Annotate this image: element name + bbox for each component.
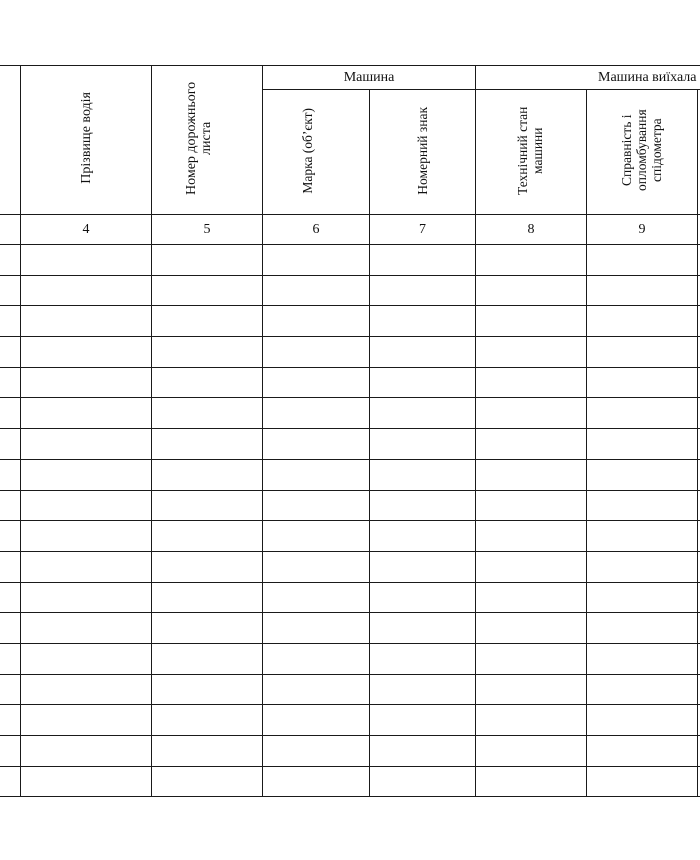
table-cell[interactable] — [370, 521, 476, 552]
table-cell[interactable] — [152, 306, 263, 337]
table-row — [0, 490, 700, 521]
table-cell — [0, 275, 21, 306]
table-cell[interactable] — [263, 582, 370, 613]
table-cell — [0, 582, 21, 613]
table-cell[interactable] — [370, 705, 476, 736]
table-cell[interactable] — [21, 367, 152, 398]
table-cell[interactable] — [152, 643, 263, 674]
table-cell — [0, 521, 21, 552]
table-cell[interactable] — [152, 766, 263, 797]
table-cell[interactable] — [476, 613, 587, 644]
table-row — [0, 429, 700, 460]
table-cell[interactable] — [152, 459, 263, 490]
header-cell-plate — [370, 90, 476, 215]
table-row — [0, 643, 700, 674]
table-row — [0, 245, 700, 276]
table-cell[interactable] — [587, 736, 698, 767]
table-cell[interactable] — [476, 643, 587, 674]
table-cell[interactable] — [476, 367, 587, 398]
table-cell — [0, 459, 21, 490]
table-cell[interactable] — [370, 674, 476, 705]
table-cell[interactable] — [152, 367, 263, 398]
table-cell[interactable] — [21, 551, 152, 582]
table-cell[interactable] — [587, 705, 698, 736]
table-row — [0, 551, 700, 582]
table-cell[interactable] — [370, 551, 476, 582]
table-cell[interactable] — [587, 367, 698, 398]
column-number: 4 — [21, 215, 152, 245]
table-cell[interactable] — [21, 674, 152, 705]
table-cell[interactable] — [21, 643, 152, 674]
table-cell[interactable] — [21, 275, 152, 306]
table-body — [0, 245, 700, 797]
table-cell — [0, 398, 21, 429]
header-group-machine — [263, 66, 476, 90]
header-cell-prev — [0, 66, 21, 215]
table-cell[interactable] — [152, 490, 263, 521]
table-cell[interactable] — [263, 306, 370, 337]
table-cell[interactable] — [263, 429, 370, 460]
table-cell[interactable] — [370, 398, 476, 429]
table-cell[interactable] — [587, 429, 698, 460]
table-cell[interactable] — [476, 705, 587, 736]
table-cell — [0, 245, 21, 276]
table-cell[interactable] — [587, 613, 698, 644]
table-row — [0, 582, 700, 613]
table-cell[interactable] — [21, 306, 152, 337]
table-cell[interactable] — [476, 337, 587, 368]
table-cell[interactable] — [152, 429, 263, 460]
group-machine-label: Машина — [343, 70, 395, 85]
table-cell — [0, 429, 21, 460]
table-cell[interactable] — [152, 521, 263, 552]
table-cell — [0, 766, 21, 797]
table-cell — [0, 551, 21, 582]
header-row-group — [0, 66, 700, 90]
column-number-prev — [0, 215, 21, 245]
table-cell[interactable] — [587, 459, 698, 490]
header-plate-label: Номерний знак — [415, 106, 430, 195]
table-cell[interactable] — [370, 643, 476, 674]
table-cell[interactable] — [263, 521, 370, 552]
table-cell[interactable] — [476, 398, 587, 429]
table-cell[interactable] — [370, 429, 476, 460]
table-cell[interactable] — [263, 705, 370, 736]
column-number-row — [0, 215, 700, 245]
table-cell[interactable] — [476, 521, 587, 552]
header-cell-waybill — [152, 66, 263, 215]
table-cell[interactable] — [21, 613, 152, 644]
table-cell[interactable] — [263, 245, 370, 276]
table-cell[interactable] — [152, 674, 263, 705]
journal-table-frame — [0, 65, 700, 797]
table-cell[interactable] — [587, 674, 698, 705]
column-number: 6 — [263, 215, 370, 245]
column-number: 9 — [587, 215, 698, 245]
table-cell[interactable] — [21, 582, 152, 613]
table-cell[interactable] — [263, 736, 370, 767]
table-cell[interactable] — [587, 582, 698, 613]
table-cell[interactable] — [587, 337, 698, 368]
table-cell[interactable] — [476, 736, 587, 767]
table-cell — [0, 613, 21, 644]
table-row — [0, 674, 700, 705]
header-cell-surname — [21, 66, 152, 215]
table-cell[interactable] — [370, 306, 476, 337]
table-cell[interactable] — [263, 766, 370, 797]
table-cell[interactable] — [21, 337, 152, 368]
table-cell[interactable] — [21, 766, 152, 797]
table-row — [0, 766, 700, 797]
table-cell[interactable] — [263, 551, 370, 582]
table-cell[interactable] — [21, 705, 152, 736]
table-cell[interactable] — [152, 736, 263, 767]
table-cell[interactable] — [370, 459, 476, 490]
header-waybill-label: Номер дорожнього листа — [184, 81, 214, 195]
table-cell[interactable] — [21, 459, 152, 490]
table-cell[interactable] — [263, 613, 370, 644]
table-cell[interactable] — [21, 736, 152, 767]
table-row — [0, 705, 700, 736]
table-cell[interactable] — [476, 429, 587, 460]
header-speedometer-label: Справність і опломбування спідометра — [619, 109, 665, 192]
table-cell[interactable] — [152, 398, 263, 429]
table-cell[interactable] — [152, 613, 263, 644]
table-row — [0, 736, 700, 767]
table-cell[interactable] — [21, 521, 152, 552]
table-cell[interactable] — [370, 337, 476, 368]
table-cell[interactable] — [21, 245, 152, 276]
table-cell[interactable] — [476, 582, 587, 613]
table-cell — [0, 705, 21, 736]
table-cell — [0, 306, 21, 337]
column-number: 5 — [152, 215, 263, 245]
table-row — [0, 398, 700, 429]
table-cell[interactable] — [587, 521, 698, 552]
table-row — [0, 459, 700, 490]
table-cell[interactable] — [263, 275, 370, 306]
table-cell[interactable] — [476, 306, 587, 337]
table-cell[interactable] — [587, 306, 698, 337]
table-cell — [0, 674, 21, 705]
table-cell[interactable] — [370, 613, 476, 644]
table-cell[interactable] — [152, 582, 263, 613]
header-tech-state-label: Технічний стан машини — [515, 106, 546, 195]
table-cell[interactable] — [476, 674, 587, 705]
table-cell[interactable] — [263, 398, 370, 429]
table-cell[interactable] — [263, 367, 370, 398]
table-cell[interactable] — [152, 337, 263, 368]
table-cell[interactable] — [476, 766, 587, 797]
table-cell[interactable] — [152, 245, 263, 276]
table-cell[interactable] — [476, 490, 587, 521]
table-cell[interactable] — [370, 245, 476, 276]
header-group-departed — [476, 66, 700, 90]
table-cell[interactable] — [21, 490, 152, 521]
column-number: 8 — [476, 215, 587, 245]
table-cell — [0, 337, 21, 368]
table-cell[interactable] — [476, 459, 587, 490]
table-row — [0, 367, 700, 398]
header-surname-label: Прізвище водія — [78, 92, 94, 184]
column-number: 7 — [370, 215, 476, 245]
header-cell-speedometer — [587, 90, 698, 215]
table-cell[interactable] — [370, 766, 476, 797]
table-cell — [0, 490, 21, 521]
table-cell[interactable] — [587, 275, 698, 306]
table-cell[interactable] — [587, 643, 698, 674]
table-cell[interactable] — [21, 398, 152, 429]
table-cell[interactable] — [263, 674, 370, 705]
table-cell[interactable] — [21, 429, 152, 460]
table-row — [0, 275, 700, 306]
table-cell[interactable] — [152, 705, 263, 736]
table-cell[interactable] — [476, 551, 587, 582]
table-cell[interactable] — [152, 551, 263, 582]
table-cell[interactable] — [263, 337, 370, 368]
journal-table — [0, 65, 700, 797]
table-cell[interactable] — [370, 736, 476, 767]
header-cell-tech-state — [476, 90, 587, 215]
group-departed-label: Машина виїхала — [598, 70, 697, 85]
table-cell — [0, 736, 21, 767]
table-row — [0, 613, 700, 644]
table-cell[interactable] — [587, 398, 698, 429]
header-cell-brand — [263, 90, 370, 215]
table-cell[interactable] — [476, 245, 587, 276]
table-row — [0, 337, 700, 368]
table-cell[interactable] — [263, 459, 370, 490]
table-cell[interactable] — [587, 551, 698, 582]
table-row — [0, 306, 700, 337]
table-cell[interactable] — [263, 643, 370, 674]
table-cell[interactable] — [370, 275, 476, 306]
table-cell[interactable] — [370, 367, 476, 398]
table-row — [0, 521, 700, 552]
table-cell[interactable] — [152, 275, 263, 306]
table-cell[interactable] — [476, 275, 587, 306]
table-cell — [0, 643, 21, 674]
table-cell[interactable] — [263, 490, 370, 521]
header-brand-label: Марка (об’єкт) — [300, 107, 315, 194]
table-cell[interactable] — [587, 490, 698, 521]
table-cell[interactable] — [587, 245, 698, 276]
table-cell[interactable] — [370, 582, 476, 613]
table-cell[interactable] — [370, 490, 476, 521]
table-cell[interactable] — [587, 766, 698, 797]
table-cell — [0, 367, 21, 398]
